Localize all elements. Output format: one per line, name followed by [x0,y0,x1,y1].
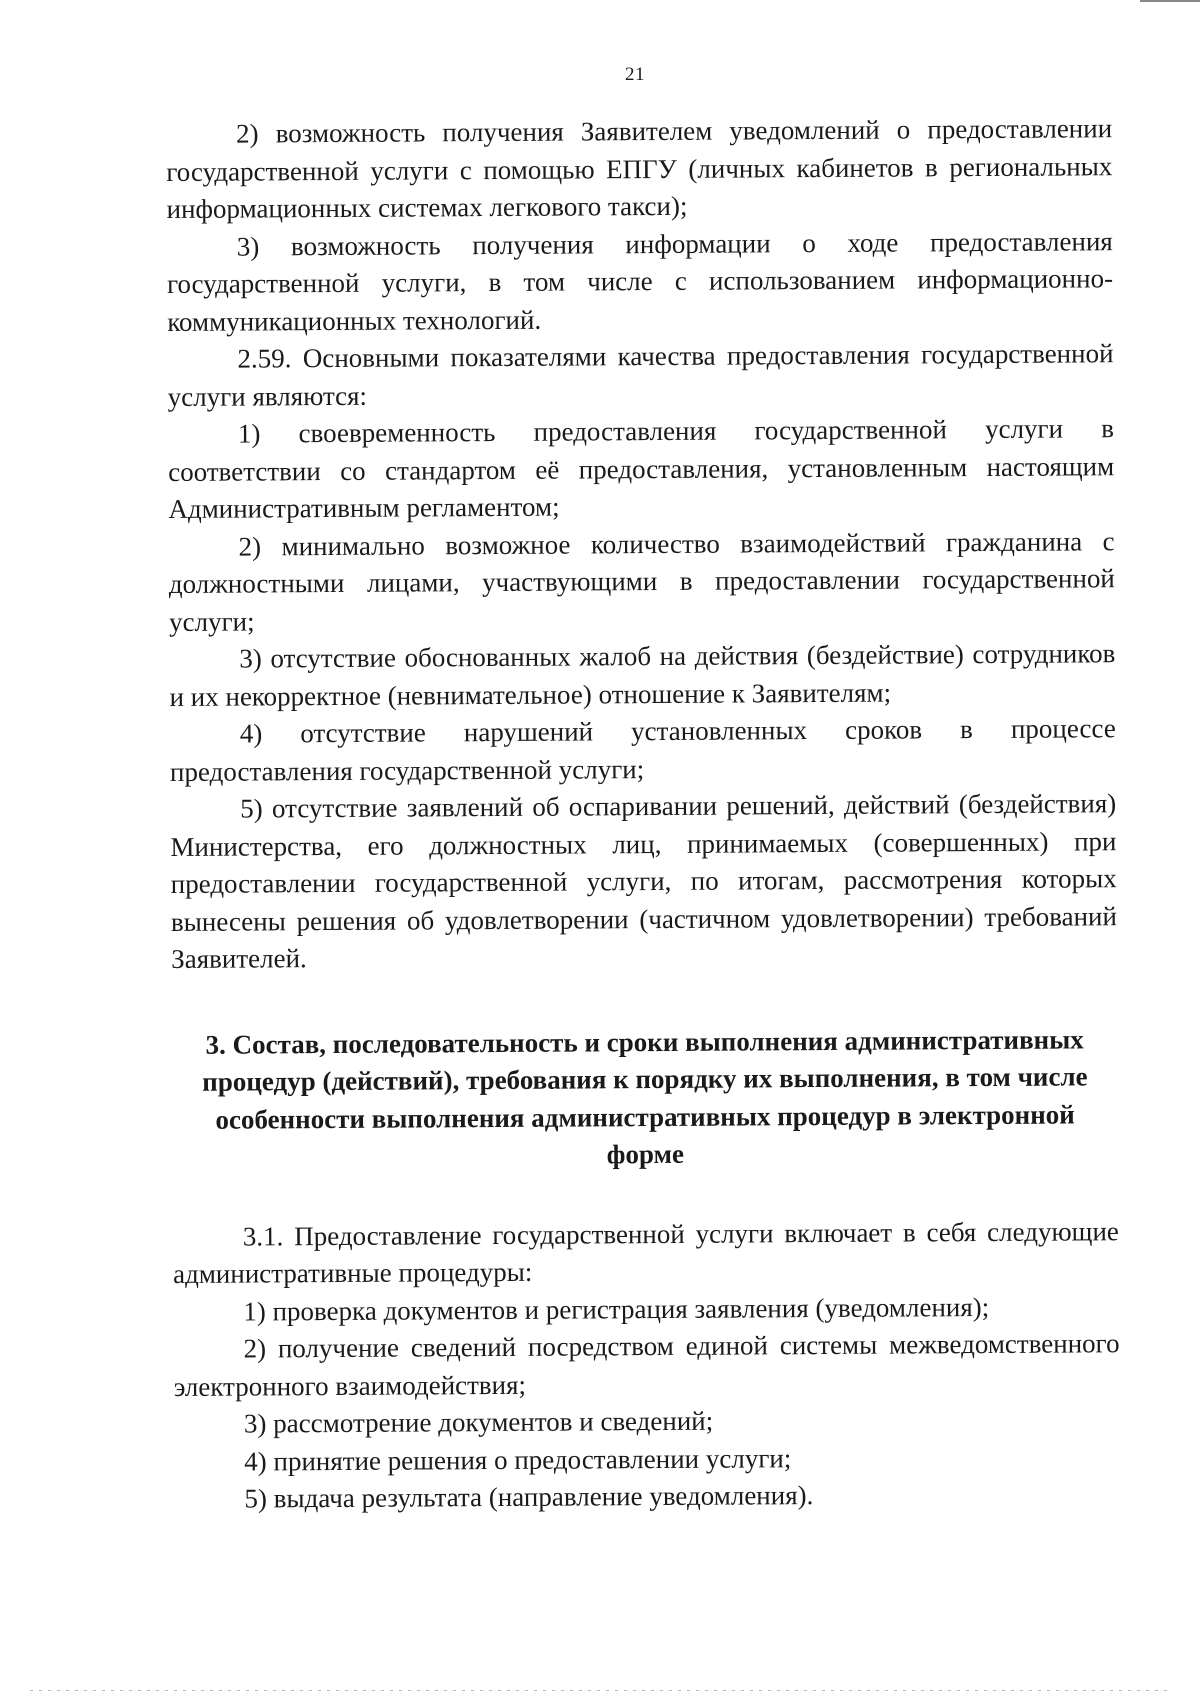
list-item: 4) принятие решения о предоставлении услуги; [244,1442,792,1477]
list-item: 5) выдача результата (направление уведомления). [244,1480,814,1514]
scan-edge-mark [1140,0,1200,2]
paragraph: 1) своевременность предоставления государственной услуги в соответствии со стандартом её предоставления, установленным настоящим Административным регламентом; [168,413,1115,524]
section-3-body [173,1213,1121,1519]
paragraph: 3) возможность получения информации о ходе предоставления государственной услуги, в том числе с использованием информационно-коммуникационных технологий. [166,225,1114,337]
list-item: 2) получение сведений посредством единой системы межведомственного электронного взаимодействия; [173,1328,1120,1402]
paragraph: 3) отсутствие обоснованных жалоб на действия (бездействие) сотрудников и их некорректное (невнимательное) отношение к Заявителям; [169,638,1116,712]
page-number: 21 [625,64,645,85]
paragraph: 2) минимально возможное количество взаимодействий гражданина с должностными лицами, участвующими в предоставлении государственной услуги; [168,525,1115,637]
paragraph: 2.59. Основными показателями качества предоставления государственной услуги являются: [167,338,1114,412]
paragraph: 4) отсутствие нарушений установленных сроков в процессе предоставления государственной услуги; [169,713,1116,787]
paragraph: 5) отсутствие заявлений об оспаривании решений, действий (бездействия) Министерства, его должностных лиц, принимаемых (совершенных) при предоставлении государственной услуги, по итогам, рассмотрения которых вынесены решения об удовлетворении (частичном удовлетворении) требований Заявителей. [170,788,1117,974]
list-item: 1) проверка документов и регистрация заявления (уведомления); [243,1291,990,1327]
scan-artifact-line [30,1690,1170,1691]
section-heading: 3. Состав, последовательность и сроки выполнения административных процедур (действий), требования к порядку их выполнения, в том числе особенности выполнения административных процедур в электронной форме [202,1023,1088,1170]
list-item: 3) рассмотрение документов и сведений; [243,1405,714,1439]
document-body [166,110,1121,1518]
paragraph: 2) возможность получения Заявителем уведомлений о предоставлении государственной услуги с помощью ЕПГУ (личных кабинетов в региональных информационных системах легкового такси); [166,113,1113,224]
paragraph: 3.1. Предоставление государственной услуги включает в себя следующие административные процедуры: [172,1215,1119,1289]
